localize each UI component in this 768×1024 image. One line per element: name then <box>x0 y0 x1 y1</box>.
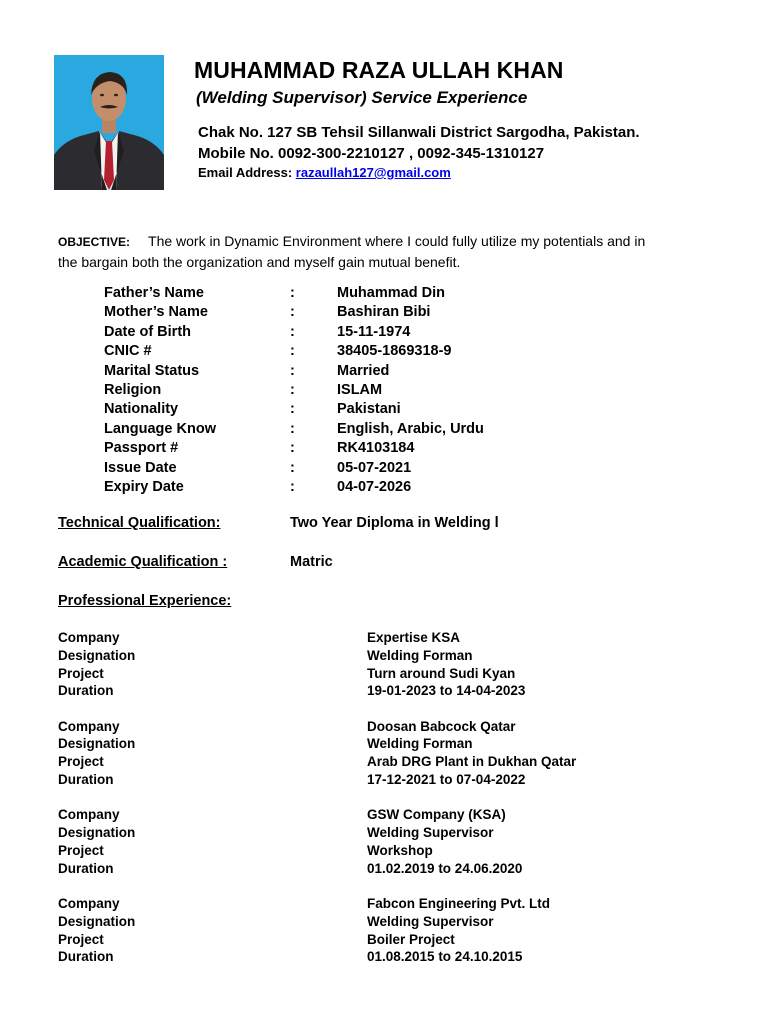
personal-info-separator: : <box>290 420 295 437</box>
experience-project-value: Arab DRG Plant in Dukhan Qatar <box>367 754 577 770</box>
experience-entry <box>58 718 678 789</box>
experience-company-value: GSW Company (KSA) <box>367 807 506 823</box>
personal-info-key: Father’s Name <box>104 285 204 301</box>
personal-info-separator: : <box>290 304 295 321</box>
personal-info-key: Date of Birth <box>104 323 191 340</box>
experience-list <box>58 629 678 984</box>
person-portrait-icon <box>54 55 164 190</box>
academic-qualification <box>58 554 333 570</box>
personal-info-value: 05-07-2021 <box>337 459 412 476</box>
experience-designation-row <box>58 913 678 931</box>
experience-duration-label: Duration <box>58 772 114 788</box>
experience-designation-value: Welding Supervisor <box>367 825 494 841</box>
personal-info-separator: : <box>290 362 295 379</box>
experience-company-row <box>58 895 678 913</box>
experience-entry <box>58 806 678 877</box>
technical-qualification-value: Two Year Diploma in Welding l <box>290 515 499 531</box>
experience-designation-label: Designation <box>58 647 136 663</box>
technical-qualification-label: Technical Qualification: <box>58 515 221 531</box>
experience-duration-row <box>58 860 678 878</box>
personal-info-separator: : <box>290 285 295 301</box>
experience-duration-value: 19-01-2023 to 14-04-2023 <box>367 683 526 699</box>
personal-info-value: ISLAM <box>337 381 383 398</box>
experience-duration-value: 01.08.2015 to 24.10.2015 <box>367 949 523 965</box>
experience-duration-label: Duration <box>58 683 114 699</box>
personal-info-value: Muhammad Din <box>337 285 445 301</box>
candidate-name: MUHAMMAD RAZA ULLAH KHAN <box>194 57 564 83</box>
address: Chak No. 127 SB Tehsil Sillanwali District Sargodha, Pakistan. <box>198 124 640 141</box>
experience-duration-label: Duration <box>58 949 114 965</box>
experience-project-row <box>58 753 678 771</box>
experience-duration-row <box>58 948 678 966</box>
personal-info-key: Nationality <box>104 401 179 418</box>
experience-designation-value: Welding Forman <box>367 736 473 752</box>
experience-designation-row <box>58 735 678 753</box>
personal-info-value: English, Arabic, Urdu <box>337 420 484 437</box>
objective-section <box>58 231 668 272</box>
personal-info-value: RK4103184 <box>337 440 415 457</box>
experience-designation-row <box>58 647 678 665</box>
personal-info-key: Language Know <box>104 420 216 437</box>
academic-qualification-value: Matric <box>290 554 333 570</box>
experience-duration-value: 01.02.2019 to 24.06.2020 <box>367 860 523 876</box>
email-label: Email Address: <box>198 165 296 180</box>
personal-info-value: Married <box>337 362 390 379</box>
mobile-numbers: Mobile No. 0092-300-2210127 , 0092-345-1310127 <box>198 145 545 162</box>
experience-project-label: Project <box>58 931 104 947</box>
personal-info-key: Expiry Date <box>104 478 184 495</box>
personal-info-value: Bashiran Bibi <box>337 304 431 321</box>
experience-company-row <box>58 806 678 824</box>
experience-entry <box>58 895 678 966</box>
profile-photo <box>54 55 164 190</box>
experience-entry <box>58 629 678 700</box>
experience-designation-value: Welding Supervisor <box>367 913 494 929</box>
experience-duration-row <box>58 682 678 700</box>
experience-company-label: Company <box>58 630 120 645</box>
personal-info-key: Marital Status <box>104 362 200 379</box>
experience-company-row <box>58 718 678 736</box>
personal-info-value: Pakistani <box>337 401 401 418</box>
objective-label: OBJECTIVE: <box>58 235 131 249</box>
email-link[interactable]: razaullah127@gmail.com <box>295 165 451 180</box>
experience-project-row <box>58 931 678 949</box>
personal-info-separator: : <box>290 440 295 457</box>
experience-project-label: Project <box>58 754 104 770</box>
personal-info-value: 15-11-1974 <box>337 323 411 340</box>
experience-designation-label: Designation <box>58 913 136 929</box>
experience-company-label: Company <box>58 896 120 912</box>
personal-info-value: 04-07-2026 <box>337 478 412 495</box>
technical-qualification <box>58 515 499 531</box>
experience-project-row <box>58 842 678 860</box>
experience-company-value: Doosan Babcock Qatar <box>367 718 516 734</box>
experience-company-value: Fabcon Engineering Pvt. Ltd <box>367 896 551 912</box>
personal-info-separator: : <box>290 343 295 360</box>
personal-info-key: Passport # <box>104 440 179 457</box>
experience-duration-label: Duration <box>58 860 114 876</box>
experience-project-value: Turn around Sudi Kyan <box>367 665 516 681</box>
experience-project-row <box>58 665 678 683</box>
experience-designation-value: Welding Forman <box>367 647 473 663</box>
personal-info-separator: : <box>290 401 295 418</box>
personal-info-separator: : <box>290 459 295 476</box>
objective-text: The work in Dynamic Environment where I could fully utilize my potentials and in the bargain both the organization and myself gain mutual benefit. <box>58 233 646 270</box>
candidate-title: (Welding Supervisor) Service Experience <box>196 88 528 107</box>
personal-info-key: CNIC # <box>104 343 152 360</box>
personal-info-separator: : <box>290 381 295 398</box>
personal-info-key: Issue Date <box>104 459 177 476</box>
personal-info-key: Mother’s Name <box>104 304 208 321</box>
experience-designation-label: Designation <box>58 825 136 841</box>
experience-project-label: Project <box>58 842 104 858</box>
experience-company-value: Expertise KSA <box>367 630 461 645</box>
experience-project-value: Boiler Project <box>367 931 455 947</box>
professional-experience-heading: Professional Experience: <box>58 593 232 609</box>
experience-company-label: Company <box>58 718 120 734</box>
experience-duration-row <box>58 771 678 789</box>
experience-designation-row <box>58 824 678 842</box>
experience-project-value: Workshop <box>367 842 433 858</box>
email-line <box>198 165 451 180</box>
personal-info-value: 38405-1869318-9 <box>337 343 452 360</box>
experience-duration-value: 17-12-2021 to 07-04-2022 <box>367 772 526 788</box>
personal-info-separator: : <box>290 323 295 340</box>
academic-qualification-label: Academic Qualification : <box>58 554 228 570</box>
experience-company-label: Company <box>58 807 120 823</box>
personal-info-separator: : <box>290 478 295 495</box>
personal-info-key: Religion <box>104 381 162 398</box>
experience-designation-label: Designation <box>58 736 136 752</box>
experience-company-row <box>58 629 678 647</box>
experience-project-label: Project <box>58 665 104 681</box>
